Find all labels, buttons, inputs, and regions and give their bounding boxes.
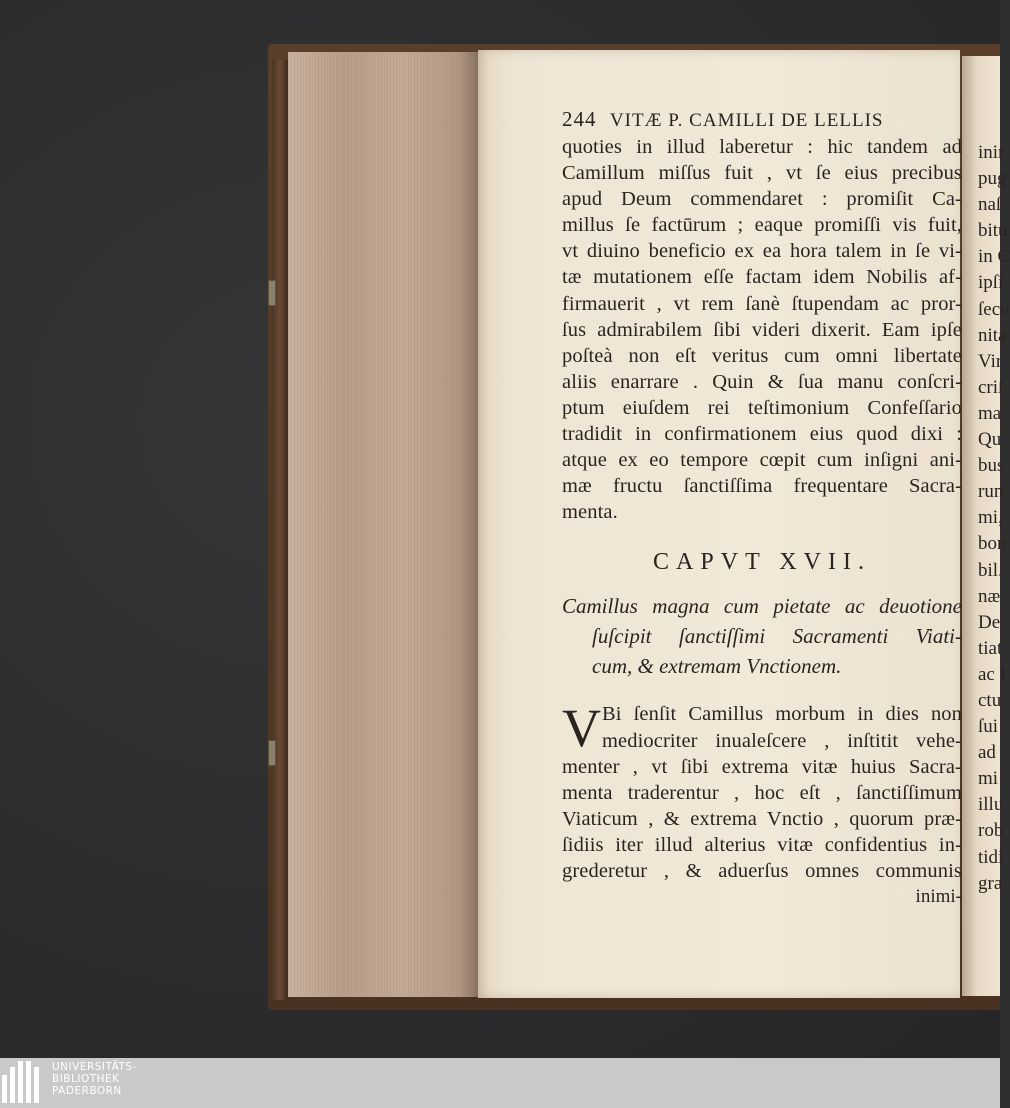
text-line: Viaticum , & extrema Vnctio , quorum præ- — [562, 807, 962, 830]
clasp-bottom — [268, 740, 276, 766]
running-title: VITÆ P. CAMILLI DE LELLIS — [609, 110, 884, 131]
facing-page-line: ad — [978, 742, 996, 764]
facing-page-line: in C — [978, 246, 1010, 268]
facing-page-line: næ — [978, 585, 1001, 607]
text-line: tæ mutationem eſſe factam idem Nobilis af- — [562, 266, 962, 289]
facing-page-line: ſui — [978, 716, 999, 738]
paragraph-top — [562, 134, 962, 525]
facing-page-line: bitu — [978, 220, 1008, 242]
text-line: ſidiis iter illud alterius vitæ confidentius in- — [562, 833, 962, 856]
text-line: grederetur , & aduerſus omnes communis — [562, 859, 962, 882]
facing-page-line: mi — [978, 768, 999, 790]
facing-page-line: bus — [978, 455, 1005, 477]
facing-page-text — [978, 140, 1010, 897]
text-line: poſteà non eſt veritus cum omni libertate — [562, 344, 962, 367]
facing-page-line: bon — [978, 533, 1007, 555]
facing-page-line: Vir — [978, 350, 1003, 372]
drop-cap: V — [562, 698, 601, 759]
catchword: inimi- — [915, 886, 962, 908]
text-line: menta traderentur , hoc eſt , ſanctiſſimum — [562, 781, 962, 804]
text-line: ptum eiuſdem rei teſtimonium Confeſſario — [562, 396, 962, 419]
facing-page-line: gra — [978, 872, 1003, 894]
page-text — [562, 104, 962, 910]
chapter-summary — [562, 591, 962, 681]
text-line: quoties in illud laberetur : hic tandem ad — [562, 136, 962, 158]
text-line: tradidit in confirmationem eius quod dixi : — [562, 423, 962, 446]
text-line: atque ex eo tempore cœpit cum inſigni ani- — [562, 449, 962, 472]
text-line: aliis enarrare . Quin & ſua manu conſcri- — [562, 370, 962, 393]
facing-page-line: ac I — [978, 663, 1006, 685]
page-number: 244 — [562, 107, 597, 131]
text-line: mæ fructu ſanctiſſima frequentare Sacra- — [562, 475, 962, 498]
text-line: millus ſe factūrum ; eaque promiſſi vis fuit, — [562, 214, 962, 237]
facing-page-line: run — [978, 481, 1004, 503]
facing-page-line: rob — [978, 820, 1004, 842]
text-line: mediocriter inualeſcere , inſtitit vehe- — [602, 729, 962, 752]
facing-page-line: criſ — [978, 376, 1004, 398]
page-fore-edge — [288, 52, 478, 997]
facing-page-line: inir — [978, 142, 1005, 163]
facing-page-line: pug — [978, 168, 1007, 190]
facing-page-line: De — [978, 611, 1001, 633]
facing-page-line: tiat — [978, 637, 1003, 659]
book-spine-edge — [272, 60, 288, 1000]
facing-page-line: Qu — [978, 429, 1002, 451]
chapter-heading: CAPVT XVII. — [653, 549, 871, 576]
facing-page-line: ctu — [978, 689, 1002, 711]
text-line: Camillum miſſus fuit , vt ſe eius precibus — [562, 162, 962, 185]
facing-page-line: mi, — [978, 507, 1003, 529]
facing-page-line: tidi — [978, 846, 1004, 868]
clasp-top — [268, 280, 276, 306]
chapter-body — [562, 698, 962, 910]
text-line: Bi ſenſit Camillus morbum in dies non — [602, 703, 962, 726]
institution-line: PADERBORN — [52, 1085, 122, 1097]
facing-page-line: illu — [978, 794, 1004, 816]
text-line: apud Deum commendaret : promiſit Ca- — [562, 188, 962, 211]
facing-page-line: bil. — [978, 559, 1003, 581]
institution-line: BIBLIOTHEK — [52, 1073, 120, 1085]
facing-page-line: ſecu — [978, 298, 1010, 320]
running-head — [562, 104, 962, 134]
library-logo-icon — [2, 1061, 44, 1103]
text-line: firmauerit , vt rem ſanè ſtupendam ac pror- — [562, 292, 962, 315]
summary-line: cum, & extremam Vnctionem. — [592, 654, 842, 679]
facing-page-line: nita — [978, 324, 1007, 346]
summary-line: ſuſcipit ſanctiſſimi Sacramenti Viati- — [592, 624, 962, 649]
text-line: menter , vt ſibi extrema vitæ huius Sacra- — [562, 755, 962, 778]
institution-name — [52, 1061, 137, 1097]
footer-bar — [0, 1058, 1000, 1108]
text-line: vt diuino beneficio ex ea hora talem in ſe vi- — [562, 240, 962, 263]
facing-page-line: ipſi — [978, 272, 1004, 294]
summary-line: Camillus magna cum pietate ac deuotione — [562, 594, 962, 619]
text-line: menta. — [562, 501, 618, 524]
facing-page-line: naſ — [978, 194, 1002, 216]
facing-page-line: ma — [978, 402, 1002, 424]
institution-line: UNIVERSITÄTS- — [52, 1061, 137, 1073]
text-line: ſus admirabilem ſibi videri dixerit. Eam ipſe — [562, 318, 962, 341]
